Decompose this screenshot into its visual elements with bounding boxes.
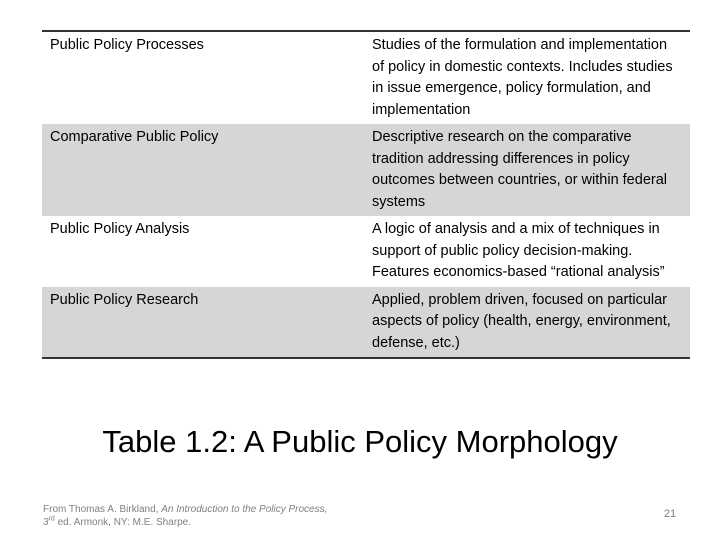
row-term: Public Policy Processes bbox=[50, 37, 204, 53]
table-row bbox=[42, 31, 690, 124]
citation-publisher: ed. Armonk, NY: M.E. Sharpe. bbox=[54, 517, 191, 528]
row-description: Studies of the formulation and implementation of policy in domestic contexts. Includes studies in issue emergence, policy formulation, and implementation bbox=[372, 37, 673, 118]
page-number: 21 bbox=[663, 508, 677, 520]
row-term: Comparative Public Policy bbox=[42, 124, 364, 216]
table-row bbox=[42, 287, 690, 359]
table-row bbox=[42, 216, 690, 287]
row-term: Public Policy Analysis bbox=[50, 221, 190, 237]
source-citation bbox=[43, 503, 333, 529]
row-description: A logic of analysis and a mix of techniques in support of public policy decision-making. Features economics-based “rational analysis” bbox=[372, 221, 665, 280]
citation-book-title: An Introduction to the Policy Process bbox=[161, 504, 325, 515]
row-description: Applied, problem driven, focused on particular aspects of policy (health, energy, environment, defense, etc.) bbox=[364, 287, 690, 359]
row-description: Descriptive research on the comparative tradition addressing differences in policy outcomes between countries, or within federal systems bbox=[364, 124, 690, 216]
row-term: Public Policy Research bbox=[42, 287, 364, 359]
citation-prefix: From Thomas A. Birkland, bbox=[43, 504, 162, 515]
policy-morphology-table bbox=[42, 30, 690, 359]
citation-edition-suffix: rd bbox=[48, 515, 55, 523]
citation-edition: , 3 bbox=[43, 504, 328, 528]
table-caption: Table 1.2: A Public Policy Morphology bbox=[102, 424, 618, 459]
table-row bbox=[42, 124, 690, 216]
